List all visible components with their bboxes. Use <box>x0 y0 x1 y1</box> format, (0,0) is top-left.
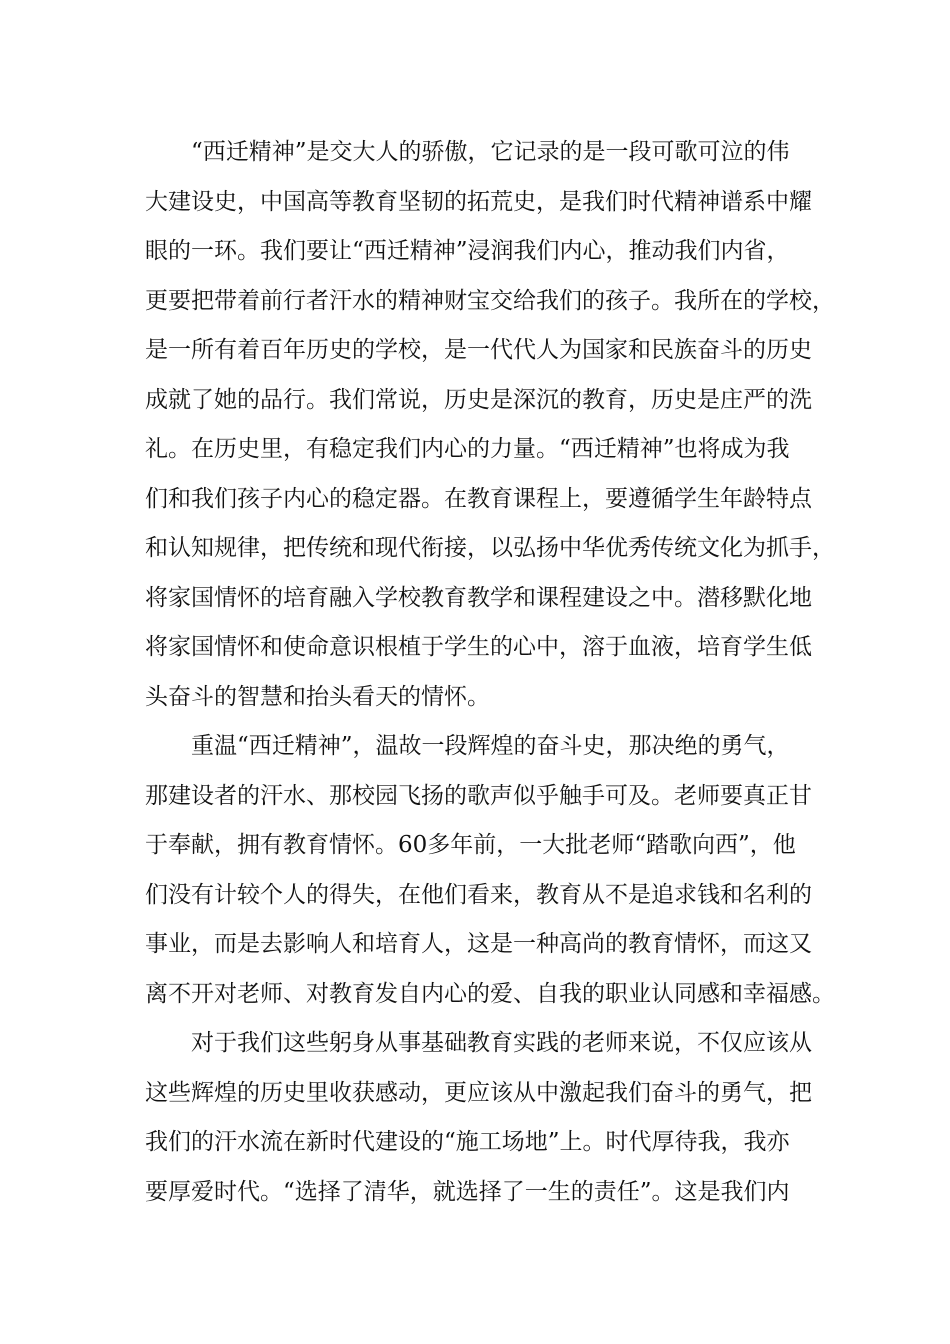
paragraph-1-line-6: 成就了她的品行。我们常说，历史是深沉的教育，历史是庄严的洗 <box>145 386 812 413</box>
paragraph-2-line-2: 那建设者的汗水、那校园飞扬的歌声似乎触手可及。老师要真正甘 <box>145 782 812 809</box>
paragraph-2-line-5: 事业，而是去影响人和培育人，这是一种高尚的教育情怀，而这又 <box>145 931 812 957</box>
paragraph-2-line-6: 离不开对老师、对教育发自内心的爱、自我的职业认同感和幸福感。 <box>145 980 835 1007</box>
body-text <box>145 128 835 1217</box>
paragraph-1-line-8: 们和我们孩子内心的稳定器。在教育课程上，要遵循学生年龄特点 <box>145 485 812 512</box>
paragraph-1-line-1: “西迁精神”是交大人的骄傲，它记录的是一段可歌可泣的伟 <box>191 139 790 165</box>
paragraph-1-line-2: 大建设史，中国高等教育坚韧的拓荒史，是我们时代精神谱系中耀 <box>145 188 812 215</box>
paragraph-2-line-3: 于奉献，拥有教育情怀。60多年前，一大批老师“踏歌向西”，他 <box>145 832 796 858</box>
paragraph-3-line-1: 对于我们这些躬身从事基础教育实践的老师来说，不仅应该从 <box>191 1030 812 1056</box>
paragraph-1-line-7: 礼。在历史里，有稳定我们内心的力量。“西迁精神”也将成为我 <box>145 436 790 462</box>
paragraph-1-line-3: 眼的一环。我们要让“西迁精神”浸润我们内心，推动我们内省， <box>145 238 790 264</box>
paragraph-3-line-4: 要厚爱时代。“选择了清华，就选择了一生的责任”。这是我们内 <box>145 1178 790 1205</box>
paragraph-2-line-4: 们没有计较个人的得失，在他们看来，教育从不是追求钱和名利的 <box>145 881 812 908</box>
paragraph-2-line-1: 重温“西迁精神”，温故一段辉煌的奋斗史，那决绝的勇气， <box>191 733 790 759</box>
paragraph-1-line-9: 和认知规律，把传统和现代衔接，以弘扬中华优秀传统文化为抓手， <box>145 535 835 561</box>
paragraph-1-line-12: 头奋斗的智慧和抬头看天的情怀。 <box>145 683 490 710</box>
paragraph-3-line-3: 我们的汗水流在新时代建设的“施工场地”上。时代厚待我，我亦 <box>145 1129 790 1155</box>
paragraph-1-line-10: 将家国情怀的培育融入学校教育教学和课程建设之中。潜移默化地 <box>145 584 812 611</box>
paragraph-1-line-5: 是一所有着百年历史的学校，是一代代人为国家和民族奋斗的历史 <box>145 337 812 363</box>
paragraph-1-line-11: 将家国情怀和使命意识根植于学生的心中，溶于血液，培育学生低 <box>145 634 812 660</box>
paragraph-1-line-4: 更要把带着前行者汗水的精神财宝交给我们的孩子。我所在的学校， <box>145 287 835 314</box>
paragraph-3-line-2: 这些辉煌的历史里收获感动，更应该从中激起我们奋斗的勇气，把 <box>145 1079 812 1106</box>
